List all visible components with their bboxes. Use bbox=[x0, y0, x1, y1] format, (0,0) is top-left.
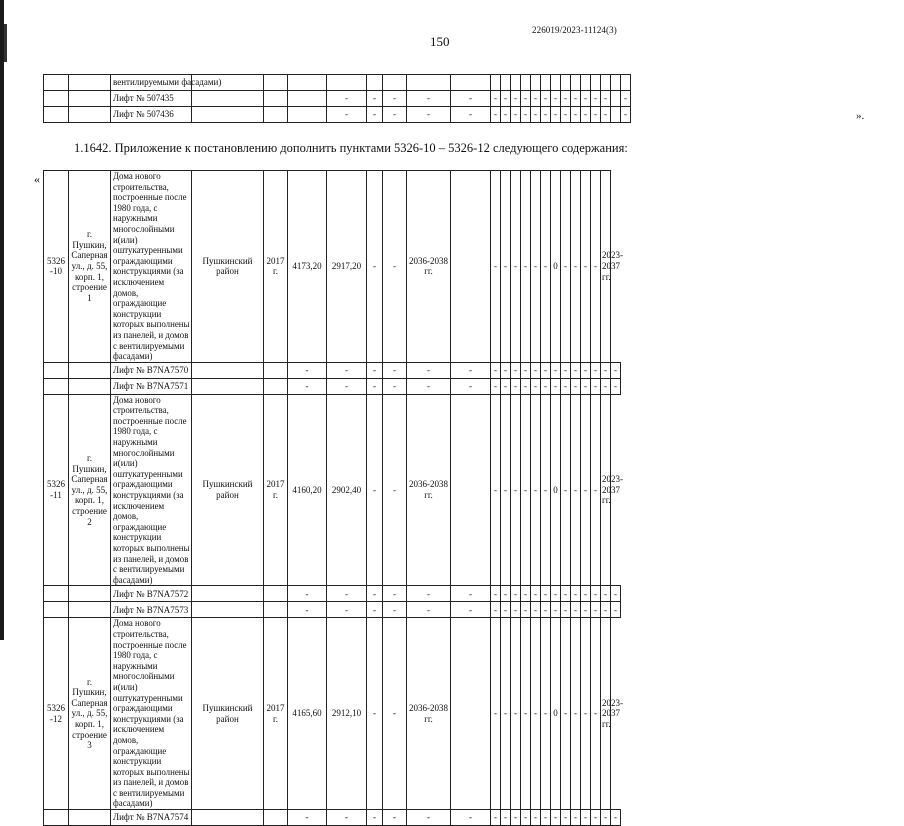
cell-empty bbox=[69, 362, 111, 378]
lift-label: Лифт № В7NA7571 bbox=[111, 378, 192, 394]
table-cell: - bbox=[383, 378, 407, 394]
table-cell: - bbox=[288, 378, 327, 394]
lift-label: Лифт № В7NA7570 bbox=[111, 362, 192, 378]
table-cell: - bbox=[501, 394, 511, 586]
table-cell: - bbox=[591, 378, 601, 394]
table-cell: - bbox=[367, 810, 383, 826]
table-cell: - bbox=[611, 810, 621, 826]
table-cell: 2023-2037 гг. bbox=[601, 618, 611, 810]
table-cell: - bbox=[621, 107, 631, 123]
table-cell: - bbox=[531, 602, 541, 618]
table-cell bbox=[571, 75, 581, 91]
table-cell: - bbox=[407, 810, 451, 826]
table-cell bbox=[621, 75, 631, 91]
table-cell bbox=[288, 91, 327, 107]
table-cell: 0 bbox=[551, 394, 561, 586]
cell-empty bbox=[44, 602, 69, 618]
continuation-table bbox=[43, 74, 694, 123]
table-cell: - bbox=[551, 378, 561, 394]
table-cell: - bbox=[571, 107, 581, 123]
table-cell: - bbox=[511, 378, 521, 394]
table-cell bbox=[491, 75, 501, 91]
cell-empty bbox=[44, 107, 69, 123]
table-cell: 0 bbox=[551, 618, 561, 810]
table-cell bbox=[264, 107, 288, 123]
table-cell: - bbox=[621, 91, 631, 107]
table-cell: - bbox=[511, 810, 521, 826]
table-cell: - bbox=[561, 107, 571, 123]
table-cell bbox=[541, 75, 551, 91]
table-cell: - bbox=[521, 378, 531, 394]
table-cell: - bbox=[521, 394, 531, 586]
row-label: Лифт № 507435 bbox=[111, 91, 192, 107]
table-cell: - bbox=[501, 586, 511, 602]
table-cell: - bbox=[367, 107, 383, 123]
entry-area-total: 4165,60 bbox=[288, 618, 327, 810]
table-cell: - bbox=[491, 171, 501, 363]
cell-empty bbox=[264, 602, 288, 618]
table-cell: - bbox=[571, 171, 581, 363]
cell-empty bbox=[69, 586, 111, 602]
table-cell: - bbox=[511, 586, 521, 602]
table-cell: - bbox=[551, 810, 561, 826]
table-cell bbox=[511, 75, 521, 91]
table-cell: - bbox=[521, 107, 531, 123]
cell-empty bbox=[69, 75, 111, 91]
table-cell: - bbox=[511, 362, 521, 378]
cell-empty bbox=[264, 362, 288, 378]
table-cell bbox=[383, 75, 407, 91]
cell-empty bbox=[264, 378, 288, 394]
table-cell: - bbox=[383, 586, 407, 602]
table-cell: - bbox=[383, 171, 407, 363]
table-cell: - bbox=[288, 586, 327, 602]
table-cell: - bbox=[367, 171, 383, 363]
table-cell: - bbox=[591, 586, 601, 602]
entry-district: Пушкинский район bbox=[192, 171, 264, 363]
table-cell: - bbox=[288, 362, 327, 378]
table-cell: - bbox=[491, 91, 501, 107]
entry-description: Дома нового строительства, построенные после 1980 года, с наружными многослойными и(или) оштукатуренными ограждающими конструкциями (за исключением домов, ограждающие конструкции которых выполнены из панелей, и домов с вентилируемыми фасадами) bbox=[111, 394, 192, 586]
entry-number: 5326 -11 bbox=[44, 394, 69, 586]
table-cell: - bbox=[591, 810, 601, 826]
table-cell: - bbox=[521, 91, 531, 107]
table-cell: - bbox=[581, 602, 591, 618]
table-cell: - bbox=[367, 378, 383, 394]
table-cell: - bbox=[601, 586, 611, 602]
table-cell bbox=[192, 107, 264, 123]
table-cell: - bbox=[591, 602, 601, 618]
cell-empty bbox=[192, 362, 264, 378]
cell-empty bbox=[192, 602, 264, 618]
entry-row bbox=[44, 394, 694, 586]
entry-district: Пушкинский район bbox=[192, 618, 264, 810]
table-cell: - bbox=[541, 394, 551, 586]
table-cell: - bbox=[531, 378, 541, 394]
table-cell: - bbox=[367, 91, 383, 107]
table-cell: - bbox=[288, 602, 327, 618]
table-cell: - bbox=[571, 394, 581, 586]
table-cell: 2036-2038 гг. bbox=[407, 394, 451, 586]
table-cell: - bbox=[581, 810, 591, 826]
table-cell: - bbox=[491, 602, 501, 618]
table-cell: 2023-2037 гг. bbox=[601, 171, 611, 363]
table-cell: - bbox=[571, 602, 581, 618]
cell-empty bbox=[69, 378, 111, 394]
cell-empty bbox=[192, 586, 264, 602]
table-cell: - bbox=[521, 618, 531, 810]
table-cell: - bbox=[511, 618, 521, 810]
table-cell: - bbox=[367, 618, 383, 810]
table-cell: - bbox=[383, 602, 407, 618]
table-cell: - bbox=[451, 362, 491, 378]
table-cell: - bbox=[591, 618, 601, 810]
table-cell: - bbox=[591, 362, 601, 378]
table-cell: - bbox=[501, 362, 511, 378]
scan-edge bbox=[0, 0, 4, 640]
table-cell: - bbox=[581, 394, 591, 586]
table-cell: - bbox=[407, 91, 451, 107]
table-cell bbox=[531, 75, 541, 91]
table-cell: - bbox=[541, 171, 551, 363]
table-cell: - bbox=[531, 171, 541, 363]
table-cell: - bbox=[367, 362, 383, 378]
table-cell: - bbox=[407, 362, 451, 378]
table-cell: - bbox=[561, 91, 571, 107]
entry-number: 5326 -10 bbox=[44, 171, 69, 363]
table-cell: - bbox=[501, 378, 511, 394]
table-cell: - bbox=[581, 362, 591, 378]
entry-year: 2017 г. bbox=[264, 171, 288, 363]
table-cell: - bbox=[591, 107, 601, 123]
cell-empty bbox=[192, 810, 264, 826]
entry-area-living: 2917,20 bbox=[327, 171, 367, 363]
cell-empty bbox=[69, 91, 111, 107]
table-cell: - bbox=[501, 810, 511, 826]
table-cell: 2023-2037 гг. bbox=[601, 394, 611, 586]
entry-area-living: 2902,40 bbox=[327, 394, 367, 586]
lift-label: Лифт № В7NA7574 bbox=[111, 810, 192, 826]
table-cell: - bbox=[511, 602, 521, 618]
table-cell bbox=[611, 107, 621, 123]
table-cell bbox=[561, 75, 571, 91]
table-cell: - bbox=[451, 810, 491, 826]
table-cell: - bbox=[491, 107, 501, 123]
table-cell bbox=[327, 75, 367, 91]
page-number: 150 bbox=[430, 34, 450, 49]
scan-mark bbox=[4, 24, 7, 62]
table-cell: - bbox=[327, 107, 367, 123]
table-cell: - bbox=[501, 618, 511, 810]
table-cell: - bbox=[367, 586, 383, 602]
table-cell: - bbox=[491, 362, 501, 378]
table-cell: - bbox=[288, 810, 327, 826]
entry-address: г. Пушкин, Саперная ул., д. 55, корп. 1, строение 3 bbox=[69, 618, 111, 810]
table-cell: - bbox=[581, 618, 591, 810]
cell-empty bbox=[44, 810, 69, 826]
document-id: 226019/2023-11124(3) bbox=[532, 25, 617, 35]
opening-quote: « bbox=[34, 172, 40, 186]
table-cell: - bbox=[561, 602, 571, 618]
table-cell: - bbox=[551, 586, 561, 602]
table-row bbox=[44, 107, 694, 123]
table-cell: - bbox=[531, 107, 541, 123]
entry-description: Дома нового строительства, построенные после 1980 года, с наружными многослойными и(или) оштукатуренными ограждающими конструкциями (за исключением домов, ограждающие конструкции которых выполнены из панелей, и домов с вентилируемыми фасадами) bbox=[111, 171, 192, 363]
table-cell: - bbox=[541, 618, 551, 810]
table-cell: - bbox=[407, 107, 451, 123]
table-cell bbox=[367, 75, 383, 91]
table-cell bbox=[521, 75, 531, 91]
table-cell: - bbox=[383, 91, 407, 107]
table-cell: - bbox=[541, 362, 551, 378]
table-cell: - bbox=[521, 602, 531, 618]
lift-row bbox=[44, 586, 694, 602]
table-cell: - bbox=[611, 602, 621, 618]
table-cell: - bbox=[521, 586, 531, 602]
lift-row bbox=[44, 362, 694, 378]
table-cell: - bbox=[521, 362, 531, 378]
table-cell: - bbox=[581, 586, 591, 602]
table-cell: - bbox=[327, 810, 367, 826]
table-cell: - bbox=[327, 91, 367, 107]
table-cell bbox=[581, 75, 591, 91]
cell-empty bbox=[44, 586, 69, 602]
entry-row bbox=[44, 171, 694, 363]
table-cell: - bbox=[383, 362, 407, 378]
table-row bbox=[44, 91, 694, 107]
table-cell: - bbox=[531, 810, 541, 826]
table-cell: - bbox=[383, 394, 407, 586]
table-cell: - bbox=[451, 107, 491, 123]
table-cell: 2036-2038 гг. bbox=[407, 618, 451, 810]
entry-area-living: 2912,10 bbox=[327, 618, 367, 810]
table-cell: - bbox=[591, 171, 601, 363]
table-cell: - bbox=[383, 810, 407, 826]
section-heading: 1.1642. Приложение к постановлению дополнить пунктами 5326-10 – 5326-12 следующего содержания: bbox=[74, 141, 628, 155]
table-cell: - bbox=[601, 91, 611, 107]
table-cell: - bbox=[511, 91, 521, 107]
table-cell: - bbox=[611, 378, 621, 394]
table-cell: 2036-2038 гг. bbox=[407, 171, 451, 363]
table-cell: - bbox=[367, 394, 383, 586]
table-cell: - bbox=[541, 378, 551, 394]
table-cell: - bbox=[581, 171, 591, 363]
table-cell: - bbox=[491, 618, 501, 810]
table-cell: - bbox=[531, 362, 541, 378]
table-cell: - bbox=[541, 91, 551, 107]
table-cell bbox=[451, 171, 491, 363]
table-cell: - bbox=[327, 378, 367, 394]
row-label: Лифт № 507436 bbox=[111, 107, 192, 123]
table-cell bbox=[611, 91, 621, 107]
table-cell: - bbox=[541, 602, 551, 618]
table-cell: - bbox=[491, 810, 501, 826]
row-label: вентилируемыми фасадами) bbox=[111, 75, 192, 91]
table-cell: - bbox=[491, 394, 501, 586]
entry-district: Пушкинский район bbox=[192, 394, 264, 586]
table-cell: - bbox=[571, 810, 581, 826]
table-cell: - bbox=[611, 362, 621, 378]
table-cell: - bbox=[327, 362, 367, 378]
table-cell: - bbox=[451, 91, 491, 107]
entry-row bbox=[44, 618, 694, 810]
table-cell: - bbox=[407, 586, 451, 602]
entry-address: г. Пушкин, Саперная ул., д. 55, корп. 1, строение 1 bbox=[69, 171, 111, 363]
table-cell bbox=[451, 618, 491, 810]
table-cell: - bbox=[501, 91, 511, 107]
table-cell bbox=[192, 91, 264, 107]
table-cell: - bbox=[561, 618, 571, 810]
entry-year: 2017 г. bbox=[264, 618, 288, 810]
table-cell: - bbox=[571, 618, 581, 810]
table-cell: - bbox=[367, 602, 383, 618]
table-cell: - bbox=[541, 810, 551, 826]
table-cell: - bbox=[327, 602, 367, 618]
entry-area-total: 4160,20 bbox=[288, 394, 327, 586]
table-cell: - bbox=[407, 378, 451, 394]
table-cell: - bbox=[541, 107, 551, 123]
table-cell bbox=[551, 75, 561, 91]
entry-address: г. Пушкин, Саперная ул., д. 55, корп. 1, строение 2 bbox=[69, 394, 111, 586]
table-cell bbox=[288, 107, 327, 123]
table-cell: - bbox=[581, 91, 591, 107]
table-cell bbox=[264, 75, 288, 91]
table-cell: - bbox=[541, 586, 551, 602]
cell-empty bbox=[264, 810, 288, 826]
table-cell: - bbox=[551, 91, 561, 107]
lift-row bbox=[44, 378, 694, 394]
table-cell: 0 bbox=[551, 171, 561, 363]
table-cell: - bbox=[551, 362, 561, 378]
table-cell: - bbox=[571, 586, 581, 602]
table-cell: - bbox=[551, 107, 561, 123]
table-cell: - bbox=[601, 810, 611, 826]
table-cell bbox=[611, 75, 621, 91]
table-cell: - bbox=[521, 171, 531, 363]
table-cell: - bbox=[451, 586, 491, 602]
table-cell: - bbox=[451, 378, 491, 394]
table-cell: - bbox=[451, 602, 491, 618]
table-cell: - bbox=[521, 810, 531, 826]
table-cell bbox=[601, 75, 611, 91]
cell-empty bbox=[44, 378, 69, 394]
addition-table bbox=[43, 170, 694, 826]
table-cell: - bbox=[511, 107, 521, 123]
table-cell: - bbox=[571, 378, 581, 394]
table-cell: - bbox=[561, 362, 571, 378]
table-cell: - bbox=[601, 378, 611, 394]
table-cell bbox=[407, 75, 451, 91]
table-cell: - bbox=[571, 362, 581, 378]
cell-empty bbox=[192, 378, 264, 394]
cell-empty bbox=[69, 810, 111, 826]
table-cell: - bbox=[531, 618, 541, 810]
cell-empty bbox=[69, 602, 111, 618]
table-cell: - bbox=[501, 602, 511, 618]
table-cell: - bbox=[611, 586, 621, 602]
table-cell: - bbox=[561, 394, 571, 586]
table-cell bbox=[264, 91, 288, 107]
table-cell: - bbox=[591, 394, 601, 586]
entry-year: 2017 г. bbox=[264, 394, 288, 586]
table-cell: - bbox=[531, 394, 541, 586]
table-row bbox=[44, 75, 694, 91]
cell-empty bbox=[44, 75, 69, 91]
table-cell: - bbox=[383, 107, 407, 123]
table-cell: - bbox=[531, 586, 541, 602]
cell-empty bbox=[44, 91, 69, 107]
table-cell: - bbox=[571, 91, 581, 107]
cell-empty bbox=[69, 107, 111, 123]
table-cell: - bbox=[511, 171, 521, 363]
table-cell: - bbox=[601, 602, 611, 618]
table-cell: - bbox=[561, 810, 571, 826]
table-cell: - bbox=[601, 362, 611, 378]
table-cell bbox=[591, 75, 601, 91]
lift-label: Лифт № В7NA7572 bbox=[111, 586, 192, 602]
table-cell: - bbox=[407, 602, 451, 618]
table-cell: - bbox=[561, 171, 571, 363]
table-cell: - bbox=[501, 107, 511, 123]
table-cell: - bbox=[601, 107, 611, 123]
table-cell: - bbox=[491, 586, 501, 602]
table-cell: - bbox=[591, 91, 601, 107]
table-cell: - bbox=[501, 171, 511, 363]
entry-description: Дома нового строительства, построенные после 1980 года, с наружными многослойными и(или) оштукатуренными ограждающими конструкциями (за исключением домов, ограждающие конструкции которых выполнены из панелей, и домов с вентилируемыми фасадами) bbox=[111, 618, 192, 810]
table-cell: - bbox=[581, 378, 591, 394]
table-cell bbox=[501, 75, 511, 91]
table-cell: - bbox=[327, 586, 367, 602]
table-cell bbox=[451, 75, 491, 91]
table-cell: - bbox=[561, 378, 571, 394]
lift-label: Лифт № В7NA7573 bbox=[111, 602, 192, 618]
table-cell bbox=[288, 75, 327, 91]
table-cell: - bbox=[561, 586, 571, 602]
lift-row bbox=[44, 810, 694, 826]
closing-quote: ». bbox=[856, 110, 865, 122]
table-cell: - bbox=[531, 91, 541, 107]
table-cell: - bbox=[581, 107, 591, 123]
table-cell: - bbox=[491, 378, 501, 394]
entry-area-total: 4173,20 bbox=[288, 171, 327, 363]
lift-row bbox=[44, 602, 694, 618]
cell-empty bbox=[44, 362, 69, 378]
table-cell: - bbox=[511, 394, 521, 586]
entry-number: 5326 -12 bbox=[44, 618, 69, 810]
table-cell: - bbox=[383, 618, 407, 810]
table-cell bbox=[451, 394, 491, 586]
table-cell: - bbox=[551, 602, 561, 618]
cell-empty bbox=[264, 586, 288, 602]
